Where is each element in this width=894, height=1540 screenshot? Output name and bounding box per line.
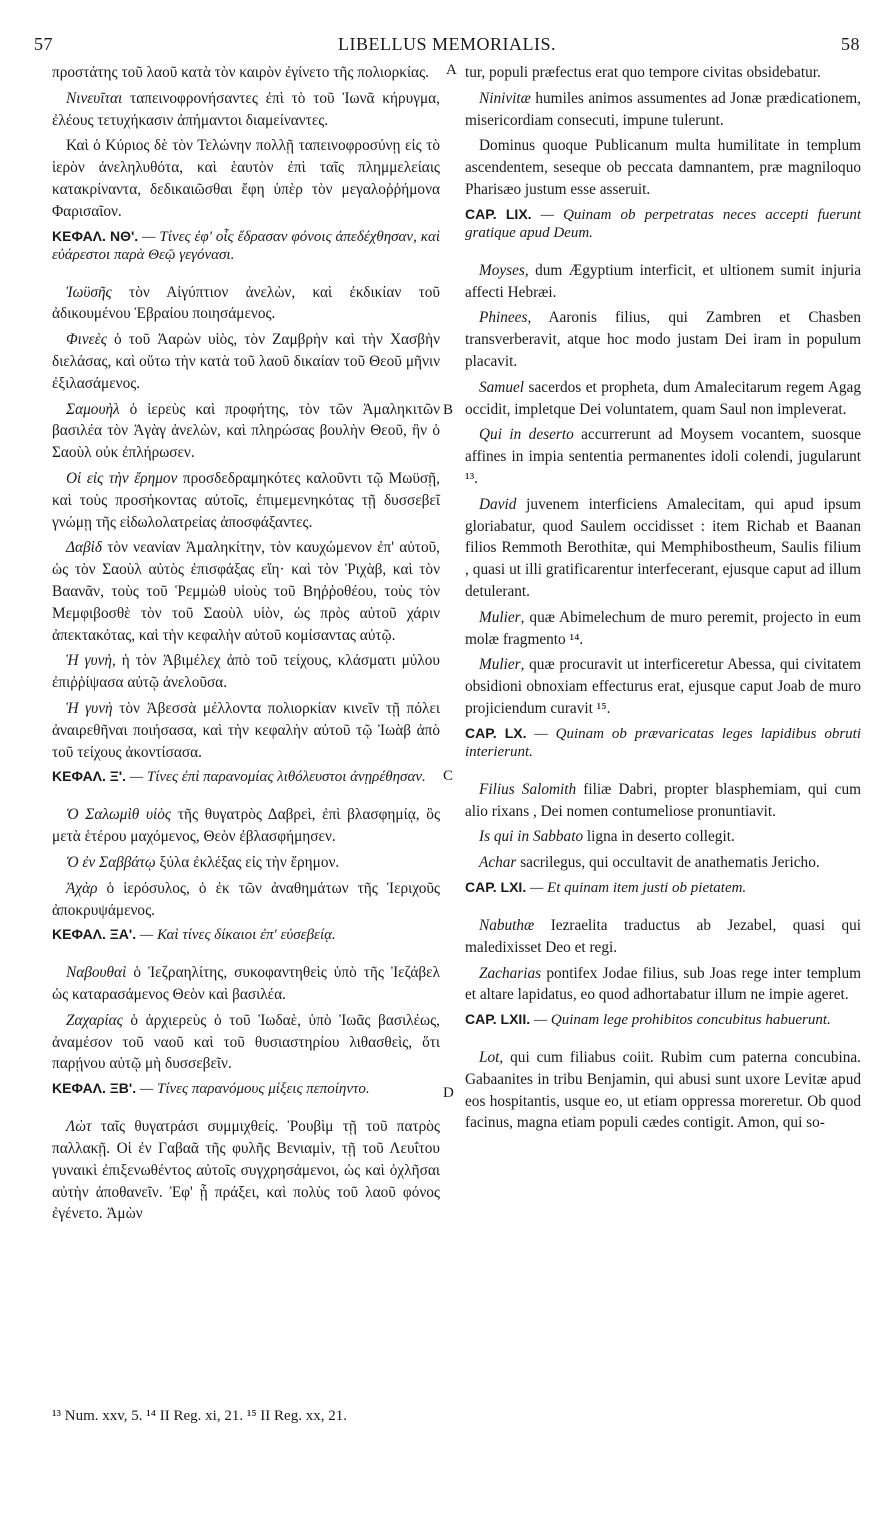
paragraph-text: τὸν Ἀβεσσὰ μέλλοντα πολιορκίαν κινεῖν τῇ πόλει ἀναιρεθῆναι ποιήσασα, καὶ τὴν κεφαλὴν αὐτοῦ τῷ Ἰωὰβ ἀπὸ τοῦ τείχους ἀκοντίσασα.: [52, 699, 440, 761]
paragraph: [465, 607, 861, 651]
paragraph: [52, 804, 440, 848]
paragraph-lead: Ἰωϋσῆς: [66, 283, 112, 301]
footnotes: ¹³ Num. xxv, 5. ¹⁴ II Reg. xi, 21. ¹⁵ II Reg. xx, 21.: [52, 1408, 347, 1424]
chapter-title: — Et quinam item justi ob pietatem.: [526, 879, 747, 896]
paragraph-text: filiæ Dabri, propter blasphemiam, qui cum alio rixans , Dei nomen contumeliose pronuntiavit.: [465, 780, 861, 820]
margin-letter-d: D: [443, 1085, 454, 1101]
paragraph-text: ὁ τοῦ Ἀαρὼν υἱὸς, τὸν Ζαμβρὴν καὶ τὴν Χασβὴν διελάσας, καὶ οὕτω τὴν κατὰ τοῦ λαοῦ δικαίαν τοῦ Θεοῦ μῆνιν ἐξιλασάμενος.: [52, 331, 440, 392]
paragraph-lead: Moyses: [479, 261, 525, 279]
paragraph-lead: Mulier: [479, 656, 521, 674]
greek-column: [52, 62, 440, 1229]
paragraph: [52, 1116, 440, 1225]
paragraph-lead: Ὁ Σαλωμὶθ υἱὸς: [66, 806, 172, 824]
paragraph: [52, 650, 440, 694]
paragraph-text: humiles animos assumentes ad Jonæ prædicationem, misericordiam consecuti, impune tulerunt.: [465, 89, 861, 129]
paragraph: [52, 537, 440, 646]
paragraph: [52, 468, 440, 533]
chapter-title: — Quinam lege prohibitos concubitus habuerunt.: [530, 1012, 831, 1029]
paragraph-text: ὁ ἱερόσυλος, ὁ ἐκ τῶν ἀναθημάτων τῆς Ἱεριχοῦς ἀποκρυψάμενος.: [52, 879, 440, 919]
paragraph-text: ὁ ἀρχιερεὺς ὁ τοῦ Ἰωδαὲ, ὑπὸ Ἰωᾶς βασιλέως, ἀναμέσον τοῦ ναοῦ καὶ τοῦ θυσιαστηρίου λιθασθεὶς, ὅτι παρῄνου αὐτῷ μὴ δυσσεβεῖν.: [52, 1011, 440, 1073]
paragraph-lead: Lot: [479, 1049, 500, 1067]
paragraph-text: , Aaronis filius, qui Zambren et Chasben transverberavit, atque hoc modo justam Dei iram in populum placavit.: [465, 309, 861, 370]
chapter-heading: [52, 925, 440, 944]
paragraph-text: Dominus quoque Publicanum multa humilitate in templum ascendentem, seseque ob peccata damnantem, præ magniloquo Pharisæo justum esse asseruit.: [465, 137, 861, 198]
paragraph: [465, 826, 861, 848]
paragraph: [52, 88, 440, 132]
margin-letter-c: C: [443, 768, 454, 784]
paragraph-lead: Zacharias: [479, 964, 542, 982]
paragraph-text: ὁ Ἰεζραηλίτης, συκοφαντηθεὶς ὑπὸ τῆς Ἰεζάβελ ὡς καταρασάμενος Θεὸν καὶ βασιλέα.: [52, 964, 440, 1004]
paragraph: [52, 698, 440, 763]
chapter-number: CAP. LIX.: [465, 205, 532, 222]
chapter-heading: [465, 724, 861, 761]
chapter-heading: [52, 767, 440, 786]
paragraph: [465, 307, 861, 372]
chapter-heading: [52, 227, 440, 264]
paragraph-lead: Φινεὲς: [66, 331, 107, 349]
paragraph-text: pontifex Jodae filius, sub Joas rege inter templum et altare lapidatus, eo quod adhortabatur illum ne impie ageret.: [465, 964, 861, 1004]
margin-letter-a: A: [446, 62, 457, 78]
page-number-left: 57: [34, 34, 53, 54]
paragraph-lead: Achar: [479, 854, 517, 872]
paragraph: [465, 377, 861, 421]
paragraph-lead: Phinees: [479, 309, 528, 327]
paragraph-lead: Mulier: [479, 608, 521, 626]
paragraph-text: sacerdos et propheta, dum Amalecitarum regem Agag occidit, impletque Dei voluntatem, quam Saul non impleverat.: [465, 378, 861, 418]
chapter-title: — Τίνες ἐφ' οἷς ἔδρασαν φόνοις ἀπεδέχθησαν, καὶ εὐάρεστοι παρὰ Θεῷ γεγόνασι.: [52, 228, 440, 263]
paragraph-lead: Ὁ ἐν Σαββάτῳ: [66, 853, 156, 871]
paragraph-lead: Samuel: [479, 378, 525, 396]
continued-paragraph: [52, 62, 440, 84]
paragraph: [52, 135, 440, 222]
paragraph-text: προστάτης τοῦ λαοῦ κατὰ τὸν καιρὸν ἐγίνετο τῆς πολιορκίας.: [52, 64, 429, 81]
paragraph-lead: Οἱ εἰς τὴν ἔρημον: [66, 469, 178, 487]
paragraph-text: Καὶ ὁ Κύριος δὲ τὸν Τελώνην πολλῇ ταπεινοφροσύνῃ εἰς τὸ ἱερὸν ἀνεληλυθότα, καὶ ἑαυτὸν ἐπὶ ταῖς πλημμελείαις κατακρίναντα, δεδικαιῶσθαι ἔφη ὑπὲρ τὸν μεγαλοῤῥήμονα Φαρισαῖον.: [52, 137, 440, 220]
paragraph: [52, 878, 440, 922]
paragraph-lead: Ἡ γυνὴ: [66, 652, 112, 670]
paragraph-text: τῆς θυγατρὸς Δαβρεὶ, ἐπὶ βλασφημίᾳ, ὃς μετὰ ἑτέρου μαχόμενος, Θεὸν ἐβλασφήμησεν.: [52, 806, 440, 846]
chapter-heading: [465, 1010, 861, 1029]
paragraph: [52, 399, 440, 464]
paragraph-lead: Νινευῖται: [66, 89, 123, 107]
chapter-number: CAP. LXII.: [465, 1011, 531, 1028]
chapter-number: CAP. LX.: [465, 724, 527, 741]
paragraph: [52, 962, 440, 1006]
chapter-heading: [465, 878, 861, 897]
margin-letter-b: B: [443, 402, 454, 418]
paragraph-lead: Δαβὶδ: [66, 539, 102, 557]
paragraph-lead: Ἀχὰρ: [66, 879, 98, 897]
paragraph-text: τὸν Αἰγύπτιον ἀνελὼν, καὶ ἐκδικίαν τοῦ ἀδικουμένου Ἑβραίου ποιησάμενος.: [52, 283, 440, 323]
paragraph-text: , quæ Abimelechum de muro peremit, projecto in eum molæ fragmento ¹⁴.: [465, 608, 861, 648]
page-number-right: 58: [841, 34, 860, 54]
paragraph: [52, 282, 440, 326]
paragraph-text: sacrilegus, qui occultavit de anathematis Jericho.: [516, 854, 820, 872]
paragraph: [465, 654, 861, 719]
paragraph: [52, 329, 440, 394]
paragraph-lead: David: [479, 495, 517, 513]
chapter-heading: [465, 205, 861, 242]
chapter-title: — Quinam ob perpetratas neces accepti fuerunt gratique apud Deum.: [465, 206, 862, 241]
paragraph-text: accurrerunt ad Moysem vocantem, suosque affines in impia sententia permanentes idoli colendi, jugularunt ¹³.: [465, 426, 861, 487]
chapter-title: — Καὶ τίνες δίκαιοι ἐπ' εὐσεβείᾳ.: [136, 927, 336, 944]
paragraph-text: juvenem interficiens Amalecitam, qui apud ipsum gloriabatur, quod Saulem occidisset : item Richab et Baanan filios Remmoth Berothitæ, qui Memphibostheum, Saulis filium , quasi ut illi gratificarentur interfecerant, ejusque caput ad illum detulerant.: [465, 495, 861, 600]
paragraph-lead: Λὼτ: [66, 1118, 92, 1136]
paragraph-text: προσδεδραμηκότες καλοῦντι τῷ Μωϋσῇ, καὶ τοὺς προσήκοντας αὐτοῖς, ἐπιμεμενηκότας τῇ δυσσεβεῖ γνώμῃ τῆς εἰδωλολατρείας ἀποσφάξαντες.: [52, 469, 440, 531]
chapter-number: CAP. LXI.: [465, 878, 527, 895]
paragraph-lead: Qui in deserto: [479, 426, 574, 444]
paragraph-text: , ἡ τὸν Ἀβιμέλεχ ἀπὸ τοῦ τείχους, κλάσματι μύλου ἐπιῤῥίψασα αὐτῷ ἀνελοῦσα.: [52, 652, 441, 692]
paragraph-lead: Σαμουὴλ: [66, 400, 120, 418]
continued-paragraph: [465, 62, 861, 84]
chapter-title: — Quinam ob prævaricatas leges lapidibus obruti interierunt.: [465, 725, 862, 760]
paragraph: [465, 915, 861, 959]
paragraph: [465, 494, 861, 603]
chapter-title: — Τίνες ἐπὶ παρανομίας λιθόλευστοι ἀνῃρέθησαν.: [126, 769, 426, 786]
paragraph-text: ταῖς θυγατράσι συμμιχθείς. Ῥουβὶμ τῇ τοῦ πατρὸς παλλακῇ. Οἱ ἐν Γαβαᾶ τῆς φυλῆς Βενιαμὶν, τῇ τοῦ Λευΐτου γυναικὶ ἐπιξενωθέντος αὐτοῖς συγχρησάμενοι, ὡς καὶ ὀχλῆσαι αὐτὴν ἀποθανεῖν. Ἐφ' ᾗ πράξει, καὶ πολὺς τοῦ λαοῦ φόνος ἐγένετο. Ἀμὼν: [52, 1118, 440, 1223]
paragraph: [465, 779, 861, 823]
paragraph: [465, 260, 861, 304]
paragraph-lead: Filius Salomith: [479, 780, 577, 798]
paragraph-text: τὸν νεανίαν Ἀμαληκίτην, τὸν καυχώμενον ἐπ' αὐτοῦ, ὡς τὸν Σαοὺλ αὐτὸς ἐπισφάξας εἴη· καὶ τὸν Ῥιχὰβ, καὶ τὸν Βαανᾶν, τοὺς τοῦ Ῥεμμὼθ υἱοὺς τοῦ Βηῤῥοθέου, τοὺς τὸν Μεμφιβοσθὲ τὸν τοῦ Σαοὺλ υἱὸν, ὡς πρὸς αὐτοῦ χάριν ἀπεκτακότας, καὶ τὴν κεφαλὴν αὐτοῦ κομίσαντας αὐτῷ.: [52, 539, 440, 644]
chapter-number: ΚΕΦΑΛ. Ξ'.: [52, 768, 127, 785]
chapter-number: ΚΕΦΑΛ. ΝΘ'.: [52, 227, 139, 244]
paragraph-text: ὁ ἱερεὺς καὶ προφήτης, τὸν τῶν Ἀμαληκιτῶν βασιλέα τὸν Ἀγὰγ ἀνελὼν, καὶ πληρώσας βουλὴν Θεοῦ, ἣν ὁ Σαοὺλ οὐκ ἐπλήρωσεν.: [52, 400, 440, 462]
paragraph: [52, 852, 440, 874]
paragraph-text: tur, populi præfectus erat quo tempore civitas obsidebatur.: [465, 64, 821, 81]
paragraph: [52, 1010, 440, 1075]
paragraph: [465, 963, 861, 1007]
paragraph-text: , dum Ægyptium interficit, et ultionem sumit injuria affecti Hebræi.: [465, 261, 861, 301]
paragraph-lead: Ναβουθαὶ: [66, 964, 127, 982]
paragraph-lead: Ninivitæ: [479, 89, 531, 107]
paragraph: [465, 852, 861, 874]
paragraph: [465, 1047, 861, 1134]
paragraph: [465, 135, 861, 200]
latin-column: [465, 62, 861, 1138]
paragraph-text: ligna in deserto collegit.: [583, 828, 735, 846]
page-header: [34, 34, 860, 64]
running-title: LIBELLUS MEMORIALIS.: [338, 34, 556, 54]
paragraph: [465, 88, 861, 132]
paragraph-lead: Nabuthæ: [479, 916, 535, 934]
chapter-number: ΚΕΦΑΛ. ΞΑ'.: [52, 926, 137, 943]
paragraph-lead: Is qui in Sabbato: [479, 828, 584, 846]
paragraph-lead: Ζαχαρίας: [66, 1011, 123, 1029]
paragraph-text: , quæ procuravit ut interficeretur Abessa, qui civitatem obsidioni obnoxiam effecturus erat, ejusque caput Joab de muro projiciendum curavit ¹⁵.: [465, 656, 861, 717]
paragraph-text: , qui cum filiabus coiit. Rubim cum paterna concubina. Gabaanites in tribu Benjamin, qui abusi sunt uxore Levitæ apud eos hospitantis, usque eo, ut etiam oppressa moreretur. Ob quod facinus, magna etiam populi cædes contigit. Amon, qui so-: [465, 1049, 861, 1132]
paragraph-text: ταπεινοφρονήσαντες ἐπὶ τὸ τοῦ Ἰωνᾶ κήρυγμα, ἐλέους τετυχήκασιν ἀπήμαντοι διαμείναντες.: [52, 89, 440, 129]
paragraph-text: ξύλα ἐκλέξας εἰς τὴν ἔρημον.: [155, 853, 340, 871]
paragraph-lead: Ἡ γυνὴ: [66, 699, 113, 717]
paragraph: [465, 424, 861, 489]
paragraph-text: Iezraelita traductus ab Jezabel, quasi qui maledixisset Deo et regi.: [465, 916, 861, 956]
chapter-number: ΚΕΦΑΛ. ΞΒ'.: [52, 1080, 137, 1097]
chapter-title: — Τίνες παρανόμους μίξεις πεποίηντο.: [136, 1081, 370, 1098]
chapter-heading: [52, 1079, 440, 1098]
